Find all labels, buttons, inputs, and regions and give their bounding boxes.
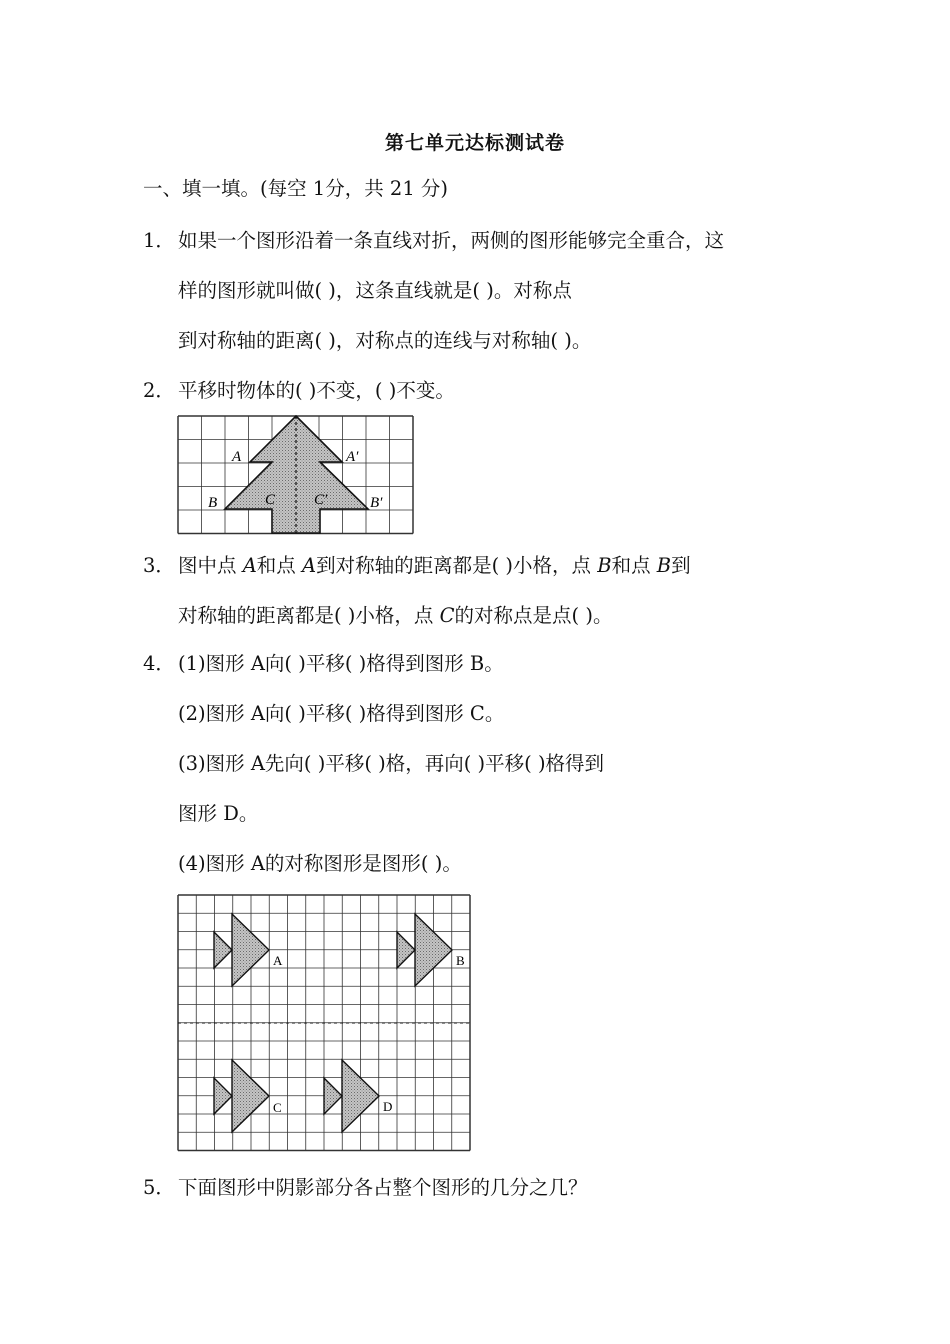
shape-label-a: A: [273, 953, 283, 968]
question-number: 2．: [143, 379, 175, 402]
question-text: 下面图形中阴影部分各占整个图形的几分之几？: [178, 1176, 588, 1199]
question-number: 5．: [143, 1176, 175, 1199]
small-triangle: [214, 932, 232, 968]
question-number: 3．: [143, 554, 175, 577]
point-label-a: A: [232, 449, 242, 465]
question-text: 平移时物体的( )不变，( )不变。: [178, 379, 455, 402]
sub-question-3-cont: 图形 D。: [178, 802, 259, 825]
question-text: 如果一个图形沿着一条直线对折，两侧的图形能够完全重合，这: [178, 229, 725, 252]
question-text: 到对称轴的距离( )，对称点的连线与对称轴( )。: [178, 329, 592, 352]
sub-question-2: (2)图形 A向( )平移( )格得到图形 C。: [178, 702, 505, 725]
small-triangle: [397, 932, 415, 968]
small-triangle: [324, 1078, 342, 1114]
page-title: 第七单元达标测试卷: [384, 132, 565, 154]
shape-a: [214, 914, 269, 986]
question-number: 4．: [143, 652, 175, 675]
question-text: 对称轴的距离都是( )小格，点 C的对称点是点( )。: [178, 604, 613, 627]
point-label-a-prime: A′: [346, 449, 359, 465]
question-text: 图中点 A和点 A到对称轴的距离都是( )小格，点 B和点 B到: [178, 554, 691, 577]
point-label-b-prime: B′: [370, 495, 383, 511]
question-text: 样的图形就叫做( )，这条直线就是( )。对称点: [178, 279, 572, 302]
shape-label-d: D: [383, 1099, 393, 1114]
point-label-c: C: [265, 492, 276, 508]
small-triangle: [214, 1078, 232, 1114]
shape-d: [324, 1060, 379, 1132]
shape-label-c: C: [273, 1100, 282, 1115]
shape-label-b: B: [456, 953, 465, 968]
sub-question-1: (1)图形 A向( )平移( )格得到图形 B。: [178, 652, 504, 675]
section-heading: 一、填一填。(每空 1分，共 21 分): [143, 177, 449, 200]
point-label-b: B: [208, 495, 218, 511]
point-label-c-prime: C′: [314, 492, 328, 508]
big-triangle: [232, 1060, 269, 1132]
question-number: 1．: [143, 229, 175, 252]
big-triangle: [232, 914, 269, 986]
shape-c: [214, 1060, 269, 1132]
sub-question-3: (3)图形 A先向( )平移( )格，再向( )平移( )格得到: [178, 752, 605, 775]
shape-b: [397, 914, 452, 986]
sub-question-4: (4)图形 A的对称图形是图形( )。: [178, 852, 462, 875]
